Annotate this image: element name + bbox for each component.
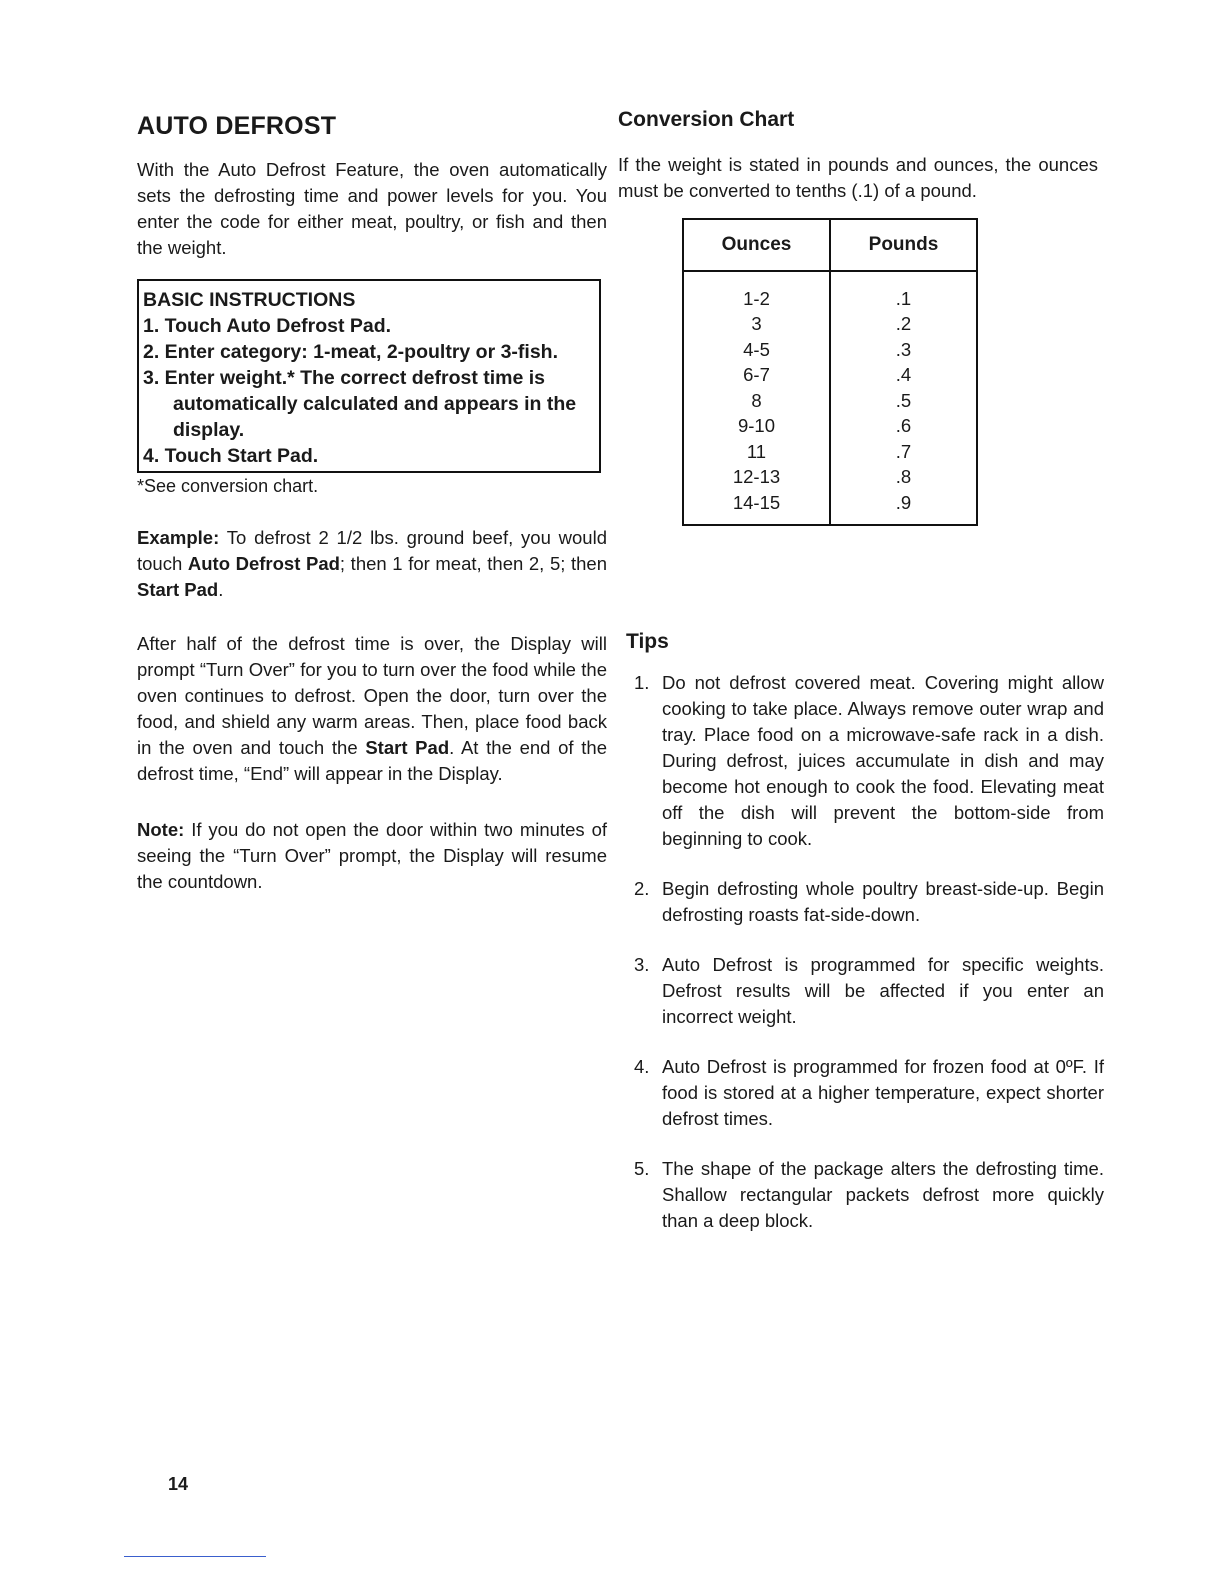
ounces-cell: 1-2	[683, 271, 830, 312]
page-number: 14	[168, 1474, 189, 1494]
example-label: Example:	[137, 527, 220, 548]
example-start-pad: Start Pad	[137, 579, 219, 600]
halftime-start-pad: Start Pad	[365, 737, 450, 758]
table-row	[683, 490, 977, 525]
instruction-step-2: 2. Enter category: 1-meat, 2-poultry or 3-fish.	[143, 341, 559, 363]
table-row	[683, 465, 977, 491]
tip-item	[634, 876, 1104, 928]
halftime-text-1: After half of the defrost time is over, the Display will prompt “Turn Over” for you to turn over the food while the oven continues to defrost. Open the door, turn over the food, and shield any warm areas. Then, place food back in the oven and touch the	[137, 633, 607, 758]
pounds-cell: .7	[830, 439, 977, 465]
intro-paragraph: With the Auto Defrost Feature, the oven automatically sets the defrosting time and power levels for you. You enter the code for either meat, poultry, or fish and then the weight.	[137, 159, 607, 258]
pounds-cell: .8	[830, 465, 977, 491]
tip-number: 1.	[634, 671, 650, 693]
table-row	[683, 363, 977, 389]
table-row	[683, 439, 977, 465]
tip-number: 2.	[634, 877, 650, 899]
example-end: .	[218, 579, 224, 600]
tip-number: 3.	[634, 953, 650, 975]
conversion-chart-title: Conversion Chart	[618, 108, 795, 131]
table-row	[683, 271, 977, 312]
instruction-step-3: 3. Enter weight.* The correct defrost time is	[143, 367, 546, 389]
table-row	[683, 312, 977, 338]
note-paragraph	[137, 817, 607, 895]
example-auto-defrost-pad: Auto Defrost Pad	[187, 553, 340, 574]
step-4-prefix: 4. Touch	[143, 445, 228, 467]
tips-list	[634, 670, 1104, 1234]
example-text-1: To defrost 2 1/2 lbs. ground beef, you would touch	[137, 527, 607, 574]
step-1-pad: Auto Defrost Pad.	[226, 315, 392, 337]
right-column	[618, 108, 1104, 1258]
conversion-table	[682, 218, 978, 526]
ounces-cell: 9-10	[683, 414, 830, 440]
pounds-cell: .1	[830, 271, 977, 312]
tip-text: Do not defrost covered meat. Covering might allow cooking to take place. Always remove outer wrap and tray. Place food on a microwave-safe rack in a dish. During defrost, juices accumulate in dish and may become hot enough to cook the food. Elevating meat off the dish will prevent the bottom-side from beginning to cook.	[662, 671, 1104, 849]
note-label: Note:	[137, 819, 185, 840]
basic-instructions-box	[137, 279, 601, 473]
tip-text: Begin defrosting whole poultry breast-side-up. Begin defrosting roasts fat-side-down.	[662, 877, 1104, 925]
halftime-text-2: . At the end of the defrost time, “End” will appear in the Display.	[137, 737, 607, 784]
column-header-pounds: Pounds	[830, 219, 977, 271]
conversion-intro: If the weight is stated in pounds and ounces, the ounces must be converted to tenths (.1) of a pound.	[618, 154, 1098, 201]
turn-over-paragraph	[137, 631, 607, 787]
ounces-cell: 6-7	[683, 363, 830, 389]
column-header-ounces: Ounces	[683, 219, 830, 271]
tip-item	[634, 670, 1104, 852]
tips-title: Tips	[626, 629, 669, 653]
ounces-cell: 11	[683, 439, 830, 465]
ounces-cell: 8	[683, 388, 830, 414]
tip-number: 4.	[634, 1055, 650, 1077]
pounds-cell: .5	[830, 388, 977, 414]
left-column	[137, 112, 607, 895]
ounces-cell: 3	[683, 312, 830, 338]
conversion-footnote: *See conversion chart.	[137, 476, 319, 496]
ounces-cell: 14-15	[683, 490, 830, 525]
pounds-cell: .9	[830, 490, 977, 525]
example-paragraph	[137, 525, 607, 603]
instructions-heading: BASIC INSTRUCTIONS	[143, 289, 356, 311]
bottom-divider	[124, 1556, 266, 1557]
section-title: AUTO DEFROST	[137, 112, 337, 140]
table-row	[683, 337, 977, 363]
pounds-cell: .3	[830, 337, 977, 363]
tip-text: The shape of the package alters the defrosting time. Shallow rectangular packets defrost more quickly than a deep block.	[662, 1157, 1104, 1231]
note-text: If you do not open the door within two minutes of seeing the “Turn Over” prompt, the Display will resume the countdown.	[137, 819, 607, 892]
ounces-cell: 4-5	[683, 337, 830, 363]
step-1-prefix: 1. Touch	[143, 315, 227, 337]
instruction-step-1	[143, 313, 599, 339]
instruction-step-4	[143, 443, 599, 469]
instruction-step-3-cont2: display.	[173, 419, 245, 441]
ounces-cell: 12-13	[683, 465, 830, 491]
tip-number: 5.	[634, 1157, 650, 1179]
tip-item	[634, 1054, 1104, 1132]
tip-item	[634, 1156, 1104, 1234]
table-row	[683, 388, 977, 414]
step-4-pad: Start Pad.	[227, 445, 319, 467]
pounds-cell: .6	[830, 414, 977, 440]
example-text-2: ; then 1 for meat, then 2, 5; then	[339, 553, 607, 574]
tip-text: Auto Defrost is programmed for frozen food at 0ºF. If food is stored at a higher temperature, expect shorter defrost times.	[662, 1055, 1104, 1129]
pounds-cell: .2	[830, 312, 977, 338]
instruction-step-3-cont: automatically calculated and appears in the	[173, 393, 577, 415]
pounds-cell: .4	[830, 363, 977, 389]
tip-item	[634, 952, 1104, 1030]
table-row	[683, 414, 977, 440]
tip-text: Auto Defrost is programmed for specific weights. Defrost results will be affected if you enter an incorrect weight.	[662, 953, 1104, 1027]
table-header-row	[683, 219, 977, 271]
